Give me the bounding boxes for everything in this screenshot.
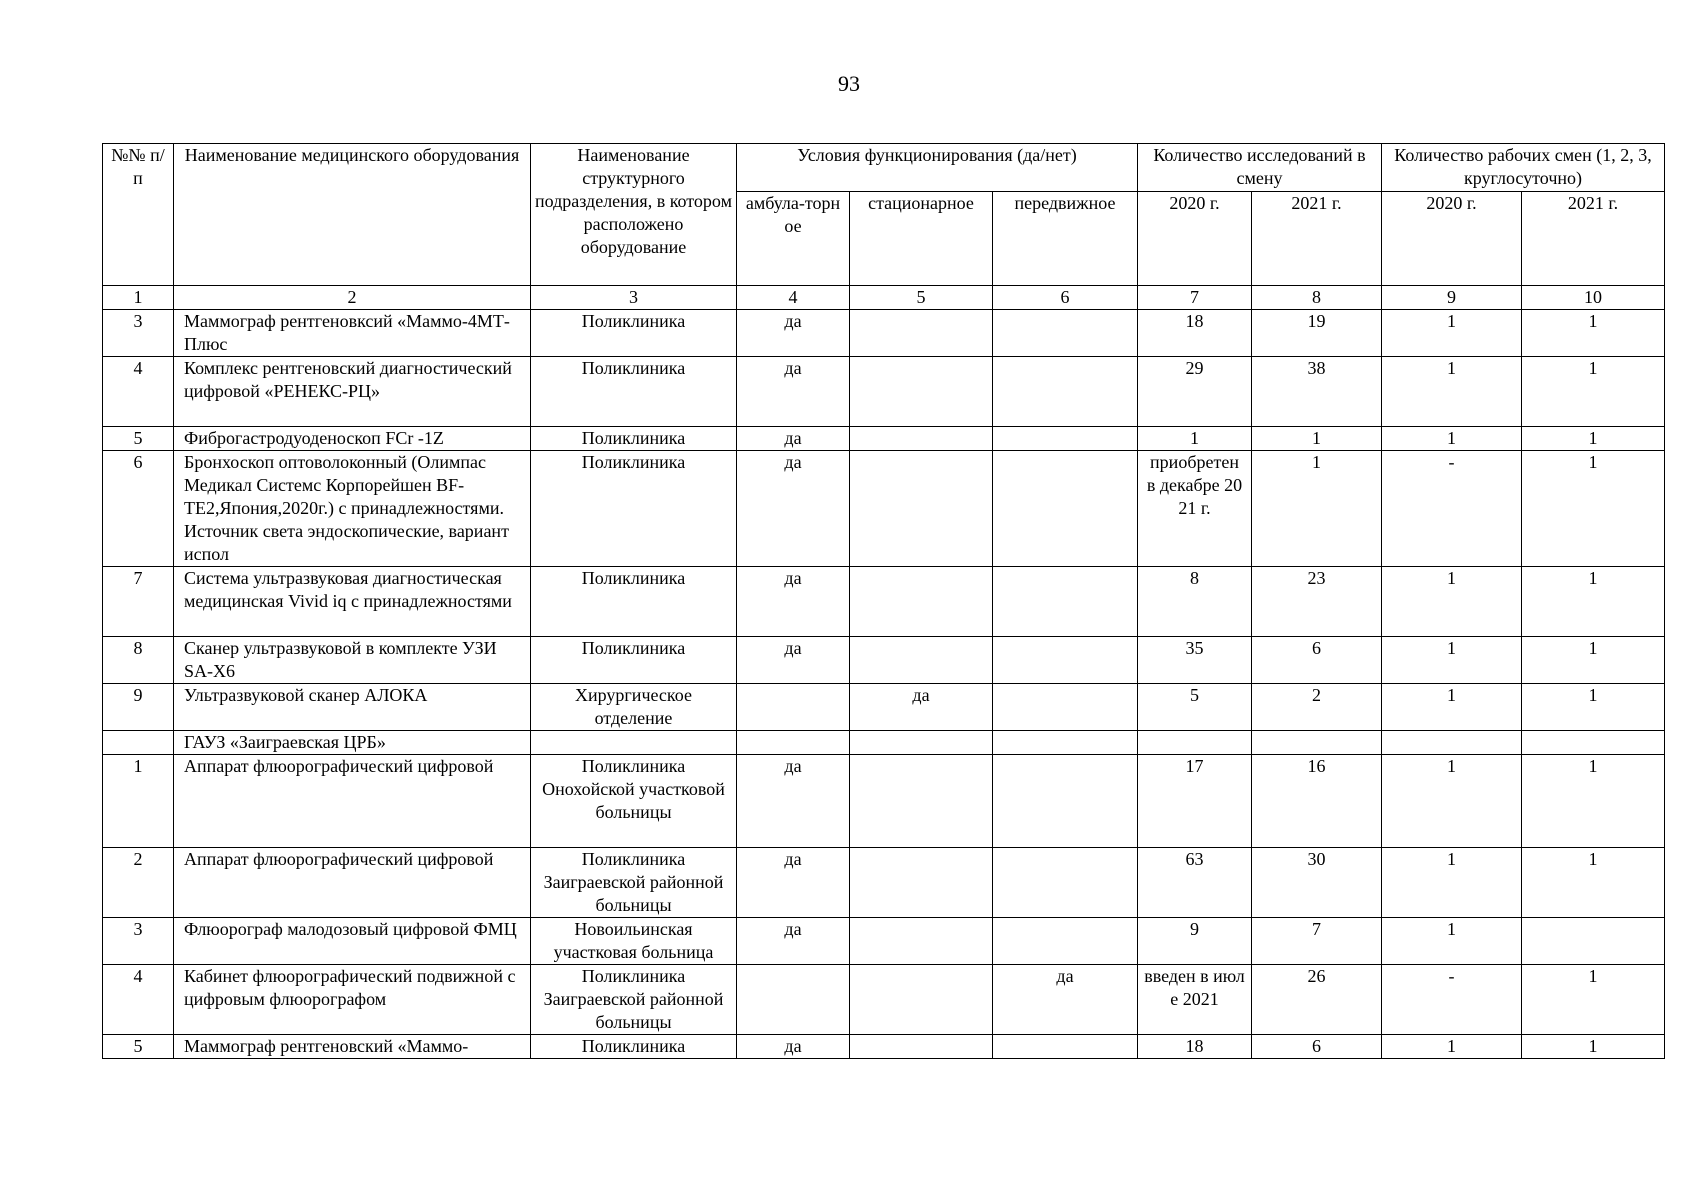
cond-mobile: [993, 451, 1138, 567]
page-number: 93: [838, 71, 860, 96]
cond-inpatient: [850, 918, 993, 965]
cond-inpatient: [850, 1035, 993, 1059]
studies-2021: 38: [1252, 357, 1382, 427]
shifts-2021: 1: [1522, 310, 1665, 357]
column-number: 8: [1252, 286, 1382, 310]
row-number: 3: [103, 310, 174, 357]
table-row: [103, 357, 1665, 427]
cond-mobile: [993, 357, 1138, 427]
column-number: 10: [1522, 286, 1665, 310]
header-cond-mobile: передвижное: [993, 192, 1138, 286]
header-cond-inpatient: стационарное: [850, 192, 993, 286]
column-number: 1: [103, 286, 174, 310]
cond-mobile: [993, 310, 1138, 357]
studies-2020: 8: [1138, 567, 1252, 637]
column-number: 6: [993, 286, 1138, 310]
column-number: 5: [850, 286, 993, 310]
equipment-name: Комплекс рентгеновский диагностический цифровой «РЕНЕКС-РЦ»: [174, 357, 531, 427]
studies-2020: 17: [1138, 755, 1252, 848]
shifts-2021: 1: [1522, 451, 1665, 567]
shifts-2020: -: [1382, 965, 1522, 1035]
table-row: [103, 848, 1665, 918]
header-studies-2021: 2021 г.: [1252, 192, 1382, 286]
cond-inpatient: [850, 427, 993, 451]
equipment-name: Система ультразвуковая диагностическая медицинская Vivid iq с принадлежностями: [174, 567, 531, 637]
studies-2021: 6: [1252, 637, 1382, 684]
section-empty-cell: [1522, 731, 1665, 755]
shifts-2020: 1: [1382, 755, 1522, 848]
section-empty-cell: [1382, 731, 1522, 755]
studies-2021: 19: [1252, 310, 1382, 357]
cond-ambulatory: да: [737, 451, 850, 567]
department: Поликлиника: [531, 310, 737, 357]
table-row: [103, 965, 1665, 1035]
header-shifts-2021: 2021 г.: [1522, 192, 1665, 286]
cond-inpatient: [850, 567, 993, 637]
header-row-top: [103, 144, 1665, 192]
table-row: [103, 684, 1665, 731]
section-empty-cell: [1138, 731, 1252, 755]
cond-mobile: [993, 684, 1138, 731]
equipment-name: Бронхоскоп оптоволоконный (Олимпас Медикал Системс Корпорейшен BF-TE2,Япония,2020г.) с принадлежностями. Источник света эндоскопические, вариант испол: [174, 451, 531, 567]
cond-inpatient: [850, 848, 993, 918]
table-row: [103, 567, 1665, 637]
studies-2020: введен в июле 2021: [1138, 965, 1252, 1035]
equipment-name: Ультразвуковой сканер АЛОКА: [174, 684, 531, 731]
department: Хирургическое отделение: [531, 684, 737, 731]
cond-mobile: [993, 1035, 1138, 1059]
cond-inpatient: [850, 637, 993, 684]
studies-2021: 6: [1252, 1035, 1382, 1059]
cond-mobile: [993, 848, 1138, 918]
studies-2020: 35: [1138, 637, 1252, 684]
cond-mobile: [993, 427, 1138, 451]
cond-ambulatory: [737, 965, 850, 1035]
table-row: [103, 427, 1665, 451]
studies-2020: 63: [1138, 848, 1252, 918]
equipment-name: Флюорограф малодозовый цифровой ФМЦ: [174, 918, 531, 965]
department: Поликлиника Заиграевской районной больницы: [531, 965, 737, 1035]
studies-2020: 18: [1138, 1035, 1252, 1059]
department: Поликлиника: [531, 1035, 737, 1059]
column-number: 9: [1382, 286, 1522, 310]
column-number: 3: [531, 286, 737, 310]
shifts-2021: 1: [1522, 755, 1665, 848]
cond-ambulatory: да: [737, 637, 850, 684]
row-number: 5: [103, 1035, 174, 1059]
row-number: 4: [103, 357, 174, 427]
shifts-2021: 1: [1522, 427, 1665, 451]
cond-ambulatory: да: [737, 848, 850, 918]
row-number: 2: [103, 848, 174, 918]
row-number: 4: [103, 965, 174, 1035]
shifts-2020: 1: [1382, 684, 1522, 731]
section-empty-cell: [737, 731, 850, 755]
row-number: 9: [103, 684, 174, 731]
table-row: [103, 918, 1665, 965]
section-row: [103, 731, 1665, 755]
cond-inpatient: [850, 451, 993, 567]
shifts-2021: [1522, 918, 1665, 965]
cond-ambulatory: да: [737, 918, 850, 965]
table-body: [103, 310, 1665, 1059]
equipment-name: Аппарат флюорографический цифровой: [174, 848, 531, 918]
department: Поликлиника Заиграевской районной больницы: [531, 848, 737, 918]
section-empty-cell: [1252, 731, 1382, 755]
shifts-2020: -: [1382, 451, 1522, 567]
row-number: 6: [103, 451, 174, 567]
studies-2021: 16: [1252, 755, 1382, 848]
cond-mobile: [993, 918, 1138, 965]
table-row: [103, 1035, 1665, 1059]
department: Поликлиника: [531, 451, 737, 567]
department: Поликлиника: [531, 637, 737, 684]
studies-2021: 1: [1252, 451, 1382, 567]
shifts-2020: 1: [1382, 310, 1522, 357]
header-shifts-2020: 2020 г.: [1382, 192, 1522, 286]
studies-2020: 5: [1138, 684, 1252, 731]
studies-2021: 23: [1252, 567, 1382, 637]
table-row: [103, 310, 1665, 357]
column-number: 7: [1138, 286, 1252, 310]
cond-mobile: [993, 755, 1138, 848]
equipment-name: Фиброгастродуоденоскоп FCr -1Z: [174, 427, 531, 451]
shifts-2021: 1: [1522, 965, 1665, 1035]
department: Поликлиника Онохойской участковой больницы: [531, 755, 737, 848]
cond-inpatient: да: [850, 684, 993, 731]
cond-ambulatory: да: [737, 310, 850, 357]
equipment-name: Маммограф рентгеновксий «Маммо-4МТ-Плюс: [174, 310, 531, 357]
row-number: 7: [103, 567, 174, 637]
equipment-name: Аппарат флюорографический цифровой: [174, 755, 531, 848]
header-studies-2020: 2020 г.: [1138, 192, 1252, 286]
cond-ambulatory: да: [737, 427, 850, 451]
cond-mobile: [993, 567, 1138, 637]
row-number: 5: [103, 427, 174, 451]
shifts-2020: 1: [1382, 427, 1522, 451]
department: Новоильинская участковая больница: [531, 918, 737, 965]
cond-inpatient: [850, 310, 993, 357]
header-studies: Количество исследований в смену: [1138, 144, 1382, 192]
header-equipment-name: Наименование медицинского оборудования: [174, 144, 531, 286]
column-number: 4: [737, 286, 850, 310]
cond-mobile: да: [993, 965, 1138, 1035]
cond-ambulatory: да: [737, 567, 850, 637]
header-cond-ambulatory: амбула-торное: [737, 192, 850, 286]
cond-ambulatory: да: [737, 1035, 850, 1059]
shifts-2021: 1: [1522, 357, 1665, 427]
shifts-2021: 1: [1522, 848, 1665, 918]
shifts-2020: 1: [1382, 848, 1522, 918]
cond-ambulatory: да: [737, 755, 850, 848]
studies-2020: приобретен в декабре 2021 г.: [1138, 451, 1252, 567]
column-number: 2: [174, 286, 531, 310]
cond-inpatient: [850, 357, 993, 427]
studies-2020: 1: [1138, 427, 1252, 451]
section-title: ГАУЗ «Заиграевская ЦРБ»: [174, 731, 531, 755]
shifts-2021: 1: [1522, 637, 1665, 684]
table-row: [103, 637, 1665, 684]
equipment-table: [102, 143, 1665, 1059]
row-number: 3: [103, 918, 174, 965]
shifts-2020: 1: [1382, 357, 1522, 427]
section-empty-cell: [103, 731, 174, 755]
cond-ambulatory: [737, 684, 850, 731]
studies-2020: 9: [1138, 918, 1252, 965]
header-department: Наименование структурного подразделения, в котором расположено оборудование: [531, 144, 737, 286]
shifts-2021: 1: [1522, 684, 1665, 731]
table-row: [103, 755, 1665, 848]
equipment-name: Маммограф рентгеновский «Маммо-: [174, 1035, 531, 1059]
cond-inpatient: [850, 755, 993, 848]
department: Поликлиника: [531, 567, 737, 637]
header-conditions: Условия функционирования (да/нет): [737, 144, 1138, 192]
table-row: [103, 451, 1665, 567]
cond-inpatient: [850, 965, 993, 1035]
equipment-name: Кабинет флюорографический подвижной с цифровым флюорографом: [174, 965, 531, 1035]
section-empty-cell: [850, 731, 993, 755]
section-empty-cell: [993, 731, 1138, 755]
header-num: №№ п/п: [103, 144, 174, 286]
studies-2021: 30: [1252, 848, 1382, 918]
shifts-2021: 1: [1522, 567, 1665, 637]
column-number-row: [103, 286, 1665, 310]
cond-mobile: [993, 637, 1138, 684]
studies-2021: 7: [1252, 918, 1382, 965]
studies-2021: 1: [1252, 427, 1382, 451]
cond-ambulatory: да: [737, 357, 850, 427]
department: Поликлиника: [531, 427, 737, 451]
studies-2020: 18: [1138, 310, 1252, 357]
shifts-2020: 1: [1382, 637, 1522, 684]
equipment-name: Сканер ультразвуковой в комплекте УЗИ SA-X6: [174, 637, 531, 684]
shifts-2021: 1: [1522, 1035, 1665, 1059]
studies-2021: 2: [1252, 684, 1382, 731]
studies-2020: 29: [1138, 357, 1252, 427]
header-shifts: Количество рабочих смен (1, 2, 3, круглосуточно): [1382, 144, 1665, 192]
section-empty-cell: [531, 731, 737, 755]
shifts-2020: 1: [1382, 918, 1522, 965]
studies-2021: 26: [1252, 965, 1382, 1035]
shifts-2020: 1: [1382, 567, 1522, 637]
row-number: 8: [103, 637, 174, 684]
row-number: 1: [103, 755, 174, 848]
department: Поликлиника: [531, 357, 737, 427]
shifts-2020: 1: [1382, 1035, 1522, 1059]
